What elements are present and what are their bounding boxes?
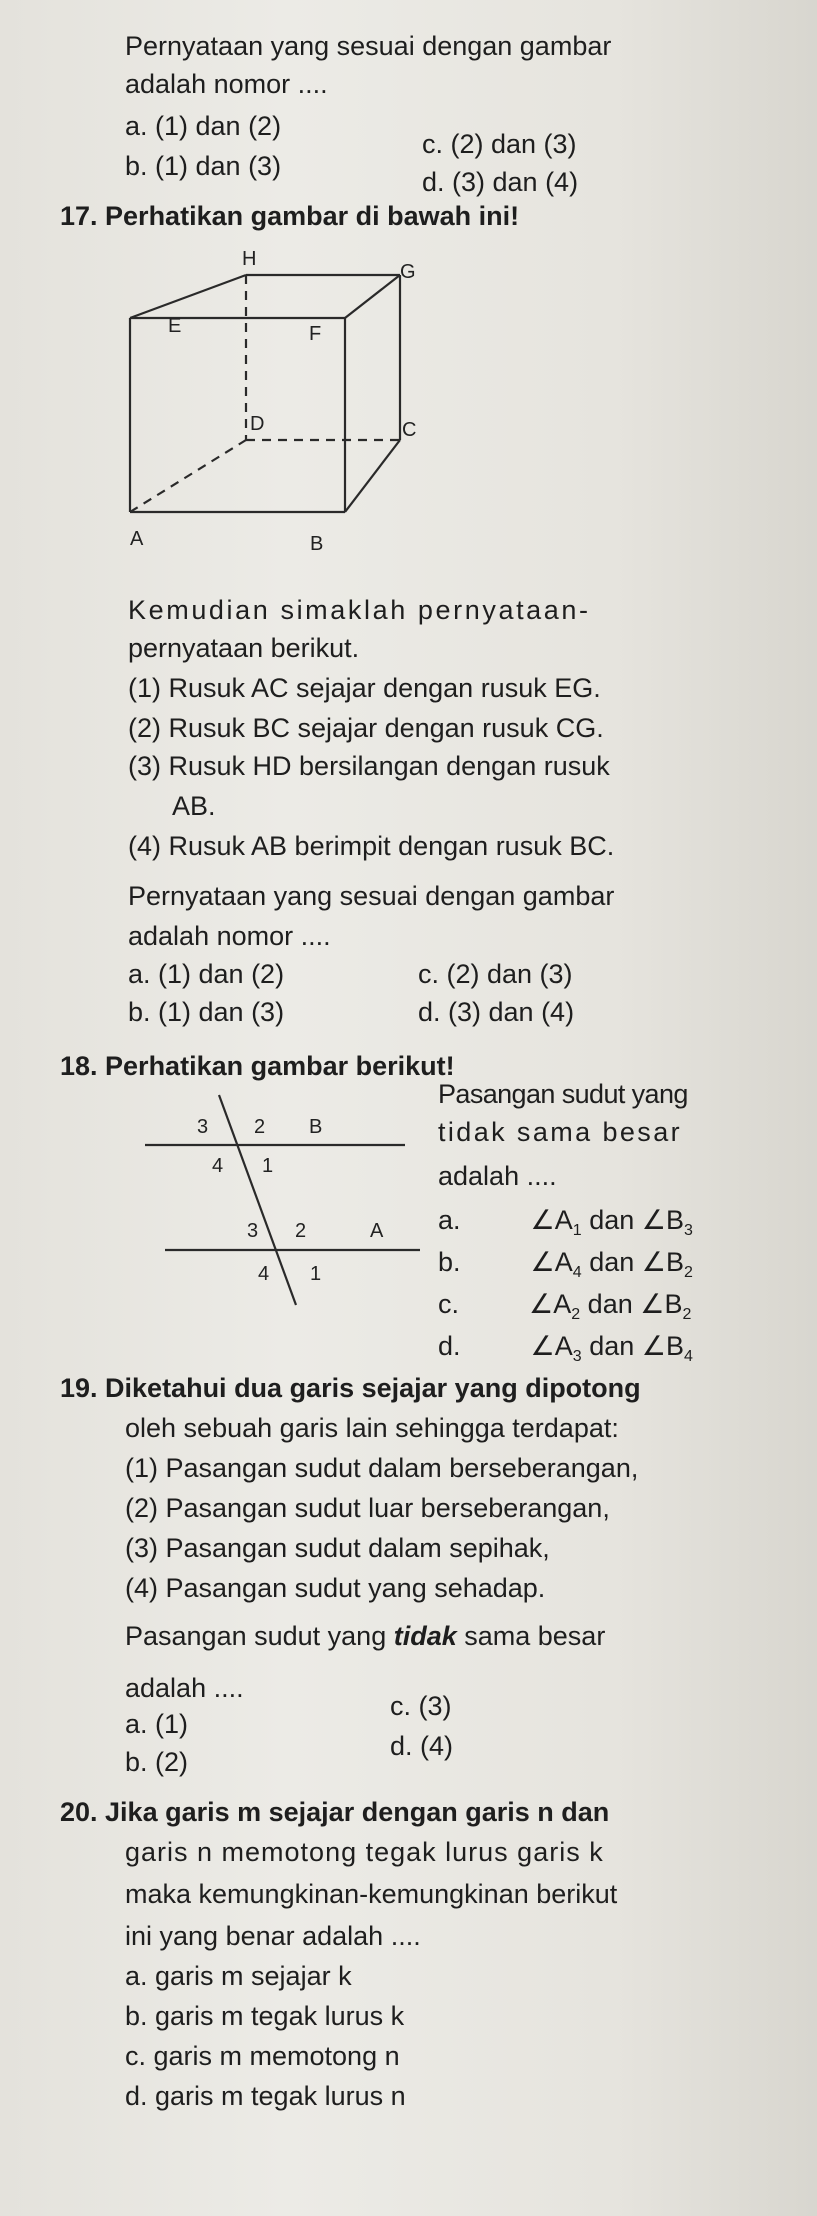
q19-ask-line1 (125, 1620, 605, 1652)
q20-option-c[interactable]: c. garis m memotong n (125, 2041, 400, 2071)
q20-option-d[interactable]: d. garis m tegak lurus n (125, 2081, 406, 2111)
q18-angle-a4: 4 (258, 1263, 270, 1285)
angle-line: B (665, 1247, 684, 1277)
q19-statement-1: (1) Pasangan sudut dalam berseberangan, (125, 1453, 639, 1483)
q16-option-a[interactable]: a. (1) dan (2) (125, 111, 282, 141)
q17-statement-1: (1) Rusuk AC sejajar dengan rusuk EG. (128, 673, 601, 703)
angle-symbol: ∠ (530, 1247, 555, 1277)
q17-intro-line1: Kemudian simaklah pernyataan- (128, 595, 591, 625)
q18-ask-line1: Pasangan sudut yang (438, 1079, 688, 1109)
q16-option-c[interactable]: c. (2) dan (3) (422, 129, 577, 159)
angle-symbol: ∠ (641, 1247, 666, 1277)
q17-statement-4: (4) Rusuk AB berimpit dengan rusuk BC. (128, 831, 615, 861)
angle-line: B (664, 1289, 683, 1319)
angle-line: A (554, 1247, 573, 1277)
q16-stem-line2: adalah nomor .... (125, 69, 328, 99)
q18-option-a[interactable] (438, 1204, 693, 1247)
q18-label-b: B (309, 1116, 323, 1138)
q17-ask-line2: adalah nomor .... (128, 921, 331, 951)
cube-label-d: D (250, 413, 265, 435)
angle-symbol: ∠ (530, 1331, 555, 1361)
angle-index: 3 (572, 1348, 582, 1365)
q18-angle-a3: 3 (247, 1220, 259, 1242)
q19-option-c[interactable]: c. (3) (390, 1691, 452, 1721)
angle-index: 4 (572, 1264, 582, 1281)
angle-line: A (553, 1289, 572, 1319)
angle-line: A (554, 1331, 573, 1361)
cube-label-g: G (400, 261, 416, 283)
angle-symbol: ∠ (529, 1289, 554, 1319)
q17-statement-3b: AB. (172, 791, 216, 821)
angle-index: 2 (684, 1264, 693, 1281)
q18-ask-line2: tidak sama besar (438, 1117, 682, 1147)
angle-index: 3 (684, 1222, 693, 1239)
and-word: dan (589, 1331, 635, 1361)
q19-ask-pre: Pasangan sudut yang (125, 1621, 394, 1651)
angle-index: 2 (571, 1306, 581, 1323)
q17-option-a[interactable]: a. (1) dan (2) (128, 959, 285, 989)
option-letter: c. (438, 1289, 460, 1319)
q18-option-c[interactable] (438, 1288, 691, 1331)
angle-line: A (554, 1205, 573, 1235)
q19-ask-line2: adalah .... (125, 1673, 244, 1703)
and-word: dan (589, 1247, 635, 1277)
q17-ask-line1: Pernyataan yang sesuai dengan gambar (128, 881, 615, 911)
cube-label-e: E (168, 315, 182, 337)
q16-stem-line1: Pernyataan yang sesuai dengan gambar (125, 31, 612, 61)
angle-line: B (665, 1205, 684, 1235)
and-word: dan (587, 1289, 633, 1319)
q17-option-c[interactable]: c. (2) dan (3) (418, 959, 573, 989)
q18-angle-a2: 2 (295, 1220, 307, 1242)
cube-label-h: H (242, 248, 257, 270)
q18-angle-a1: 1 (310, 1263, 322, 1285)
q18-label-a: A (370, 1220, 384, 1242)
q20-line4: ini yang benar adalah .... (125, 1921, 421, 1951)
q17-title: 17. Perhatikan gambar di bawah ini! (60, 201, 520, 231)
cube-label-a: A (130, 528, 144, 550)
q19-statement-4: (4) Pasangan sudut yang sehadap. (125, 1573, 546, 1603)
q18-option-d[interactable] (438, 1330, 693, 1373)
q19-line2: oleh sebuah garis lain sehingga terdapat: (125, 1413, 619, 1443)
q18-angle-b2: 2 (254, 1116, 266, 1138)
angle-index: 4 (684, 1348, 693, 1365)
angle-symbol: ∠ (640, 1289, 665, 1319)
q17-statement-3a: (3) Rusuk HD bersilangan dengan rusuk (128, 751, 610, 781)
q20-option-a[interactable]: a. garis m sejajar k (125, 1961, 352, 1991)
angle-line: B (665, 1331, 684, 1361)
q19-statement-3: (3) Pasangan sudut dalam sepihak, (125, 1533, 550, 1563)
q18-option-b[interactable] (438, 1246, 693, 1289)
angle-index: 1 (572, 1222, 582, 1239)
q16-option-b[interactable]: b. (1) dan (3) (125, 151, 282, 181)
q16-option-d[interactable]: d. (3) dan (4) (422, 167, 579, 197)
q17-intro-line2: pernyataan berikut. (128, 633, 360, 663)
q19-option-a[interactable]: a. (1) (125, 1709, 189, 1739)
q19-statement-2: (2) Pasangan sudut luar berseberangan, (125, 1493, 610, 1523)
q19-ask-emphasis: tidak (393, 1621, 457, 1651)
angle-symbol: ∠ (641, 1205, 666, 1235)
cube-label-b: B (310, 533, 324, 555)
q18-ask-line3: adalah .... (438, 1161, 557, 1191)
q19-option-d[interactable]: d. (4) (390, 1731, 454, 1761)
option-letter: d. (438, 1331, 461, 1361)
angle-symbol: ∠ (530, 1205, 555, 1235)
q17-option-b[interactable]: b. (1) dan (3) (128, 997, 285, 1027)
q17-statement-2: (2) Rusuk BC sejajar dengan rusuk CG. (128, 713, 604, 743)
q19-line1: 19. Diketahui dua garis sejajar yang dipotong (60, 1373, 641, 1403)
q20-line2: garis n memotong tegak lurus garis k (125, 1837, 604, 1867)
q18-title: 18. Perhatikan gambar berikut! (60, 1051, 455, 1081)
option-letter: b. (438, 1247, 461, 1277)
q20-line3: maka kemungkinan-kemungkinan berikut (125, 1879, 618, 1909)
cube-label-c: C (402, 419, 417, 441)
q20-option-b[interactable]: b. garis m tegak lurus k (125, 2001, 405, 2031)
q20-line1: 20. Jika garis m sejajar dengan garis n dan (60, 1797, 610, 1827)
q18-angle-b3: 3 (197, 1116, 209, 1138)
q17-option-d[interactable]: d. (3) dan (4) (418, 997, 575, 1027)
q18-angle-b1: 1 (262, 1155, 274, 1177)
q19-ask-post: sama besar (456, 1621, 606, 1651)
q19-option-b[interactable]: b. (2) (125, 1747, 189, 1777)
option-letter: a. (438, 1205, 461, 1235)
angle-symbol: ∠ (641, 1331, 666, 1361)
q18-angle-b4: 4 (212, 1155, 224, 1177)
cube-label-f: F (309, 323, 322, 345)
angle-index: 2 (682, 1306, 692, 1323)
and-word: dan (589, 1205, 635, 1235)
